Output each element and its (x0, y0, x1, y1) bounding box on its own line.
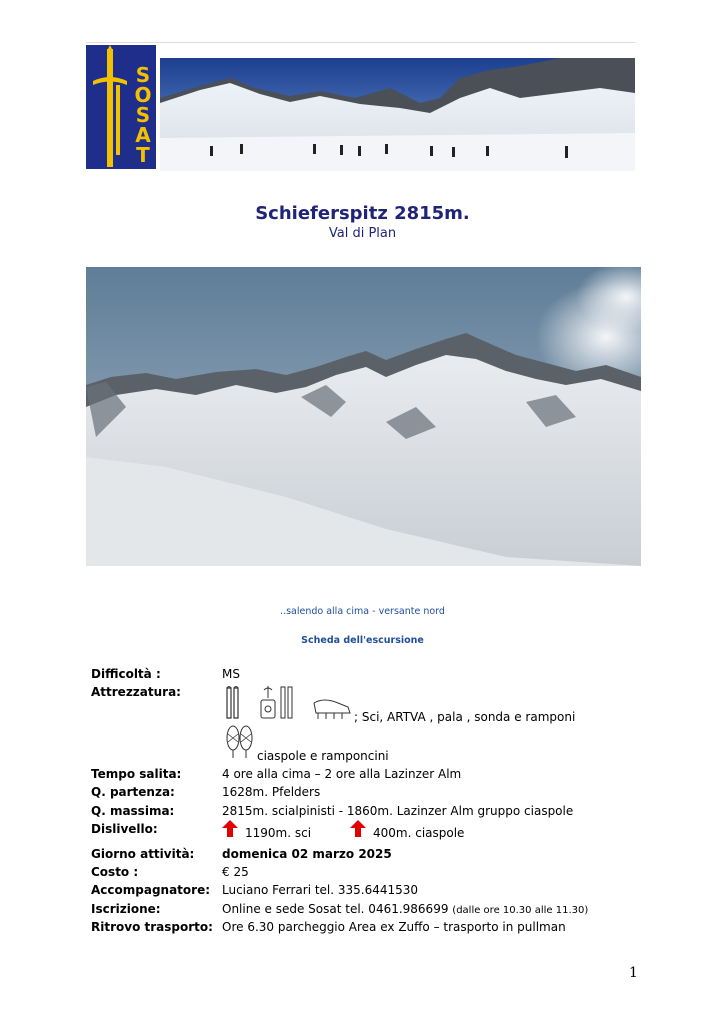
dislivello-ciaspole-value: 400m. ciaspole (373, 826, 465, 840)
iscrizione-note: (dalle ore 10.30 alle 11.30) (452, 905, 589, 916)
costo-value: € 25 (222, 865, 249, 879)
logo-letter: S (135, 63, 151, 87)
accompagnatore-label: Accompagnatore: (91, 883, 211, 897)
mountain-photo (86, 267, 641, 566)
tempo-salita-label: Tempo salita: (91, 767, 182, 781)
dislivello-label: Dislivello: (91, 822, 158, 836)
banner-photo (160, 58, 635, 171)
ice-axe-icon (90, 45, 132, 169)
difficolta-label: Difficoltà : (91, 667, 161, 681)
page-number: 1 (629, 965, 638, 981)
difficolta-value: MS (222, 667, 240, 681)
attrezzatura-value-2: ciaspole e ramponcini (257, 749, 389, 763)
photo-caption: ..salendo alla cima - versante nord (280, 606, 445, 617)
sosat-logo (86, 45, 156, 169)
iscrizione-label: Iscrizione: (91, 902, 161, 916)
tempo-salita-value: 4 ore alla cima – 2 ore alla Lazinzer Alm (222, 767, 462, 781)
massima-label: Q. massima: (91, 804, 175, 818)
giorno-label: Giorno attività: (91, 847, 195, 861)
attrezzatura-value: ; Sci, ARTVA , pala , sonda e ramponi (354, 710, 576, 724)
logo-letter: A (135, 123, 151, 147)
dislivello-sci-value: 1190m. sci (245, 826, 312, 840)
crampons-icon (312, 697, 354, 723)
logo-letter: O (134, 83, 152, 107)
page-subtitle: Val di Plan (328, 226, 397, 241)
arrow-up-icon (222, 820, 238, 837)
ritrovo-value: Ore 6.30 parcheggio Area ex Zuffo – trasporto in pullman (222, 920, 566, 934)
partenza-value: 1628m. Pfelders (222, 785, 321, 799)
costo-label: Costo : (91, 865, 139, 879)
partenza-label: Q. partenza: (91, 785, 175, 799)
page-title: Schieferspitz 2815m. (255, 203, 470, 224)
giorno-value: domenica 02 marzo 2025 (222, 847, 392, 861)
skis-icon (222, 686, 244, 722)
section-title: Scheda dell'escursione (301, 635, 424, 646)
attrezzatura-label: Attrezzatura: (91, 685, 181, 699)
snowshoes-icon (225, 724, 255, 760)
avalanche-beacon-shovel-icon (258, 684, 296, 722)
logo-letter: S (135, 103, 151, 127)
iscrizione-value (222, 902, 588, 916)
ritrovo-label: Ritrovo trasporto: (91, 920, 213, 934)
massima-value: 2815m. scialpinisti - 1860m. Lazinzer Alm gruppo ciaspole (222, 804, 574, 818)
logo-letter: T (136, 143, 150, 167)
accompagnatore-value: Luciano Ferrari tel. 335.6441530 (222, 883, 419, 897)
header-banner (86, 42, 635, 171)
iscrizione-text: Online e sede Sosat tel. 0461.986699 (222, 902, 449, 916)
arrow-up-icon (350, 820, 366, 837)
